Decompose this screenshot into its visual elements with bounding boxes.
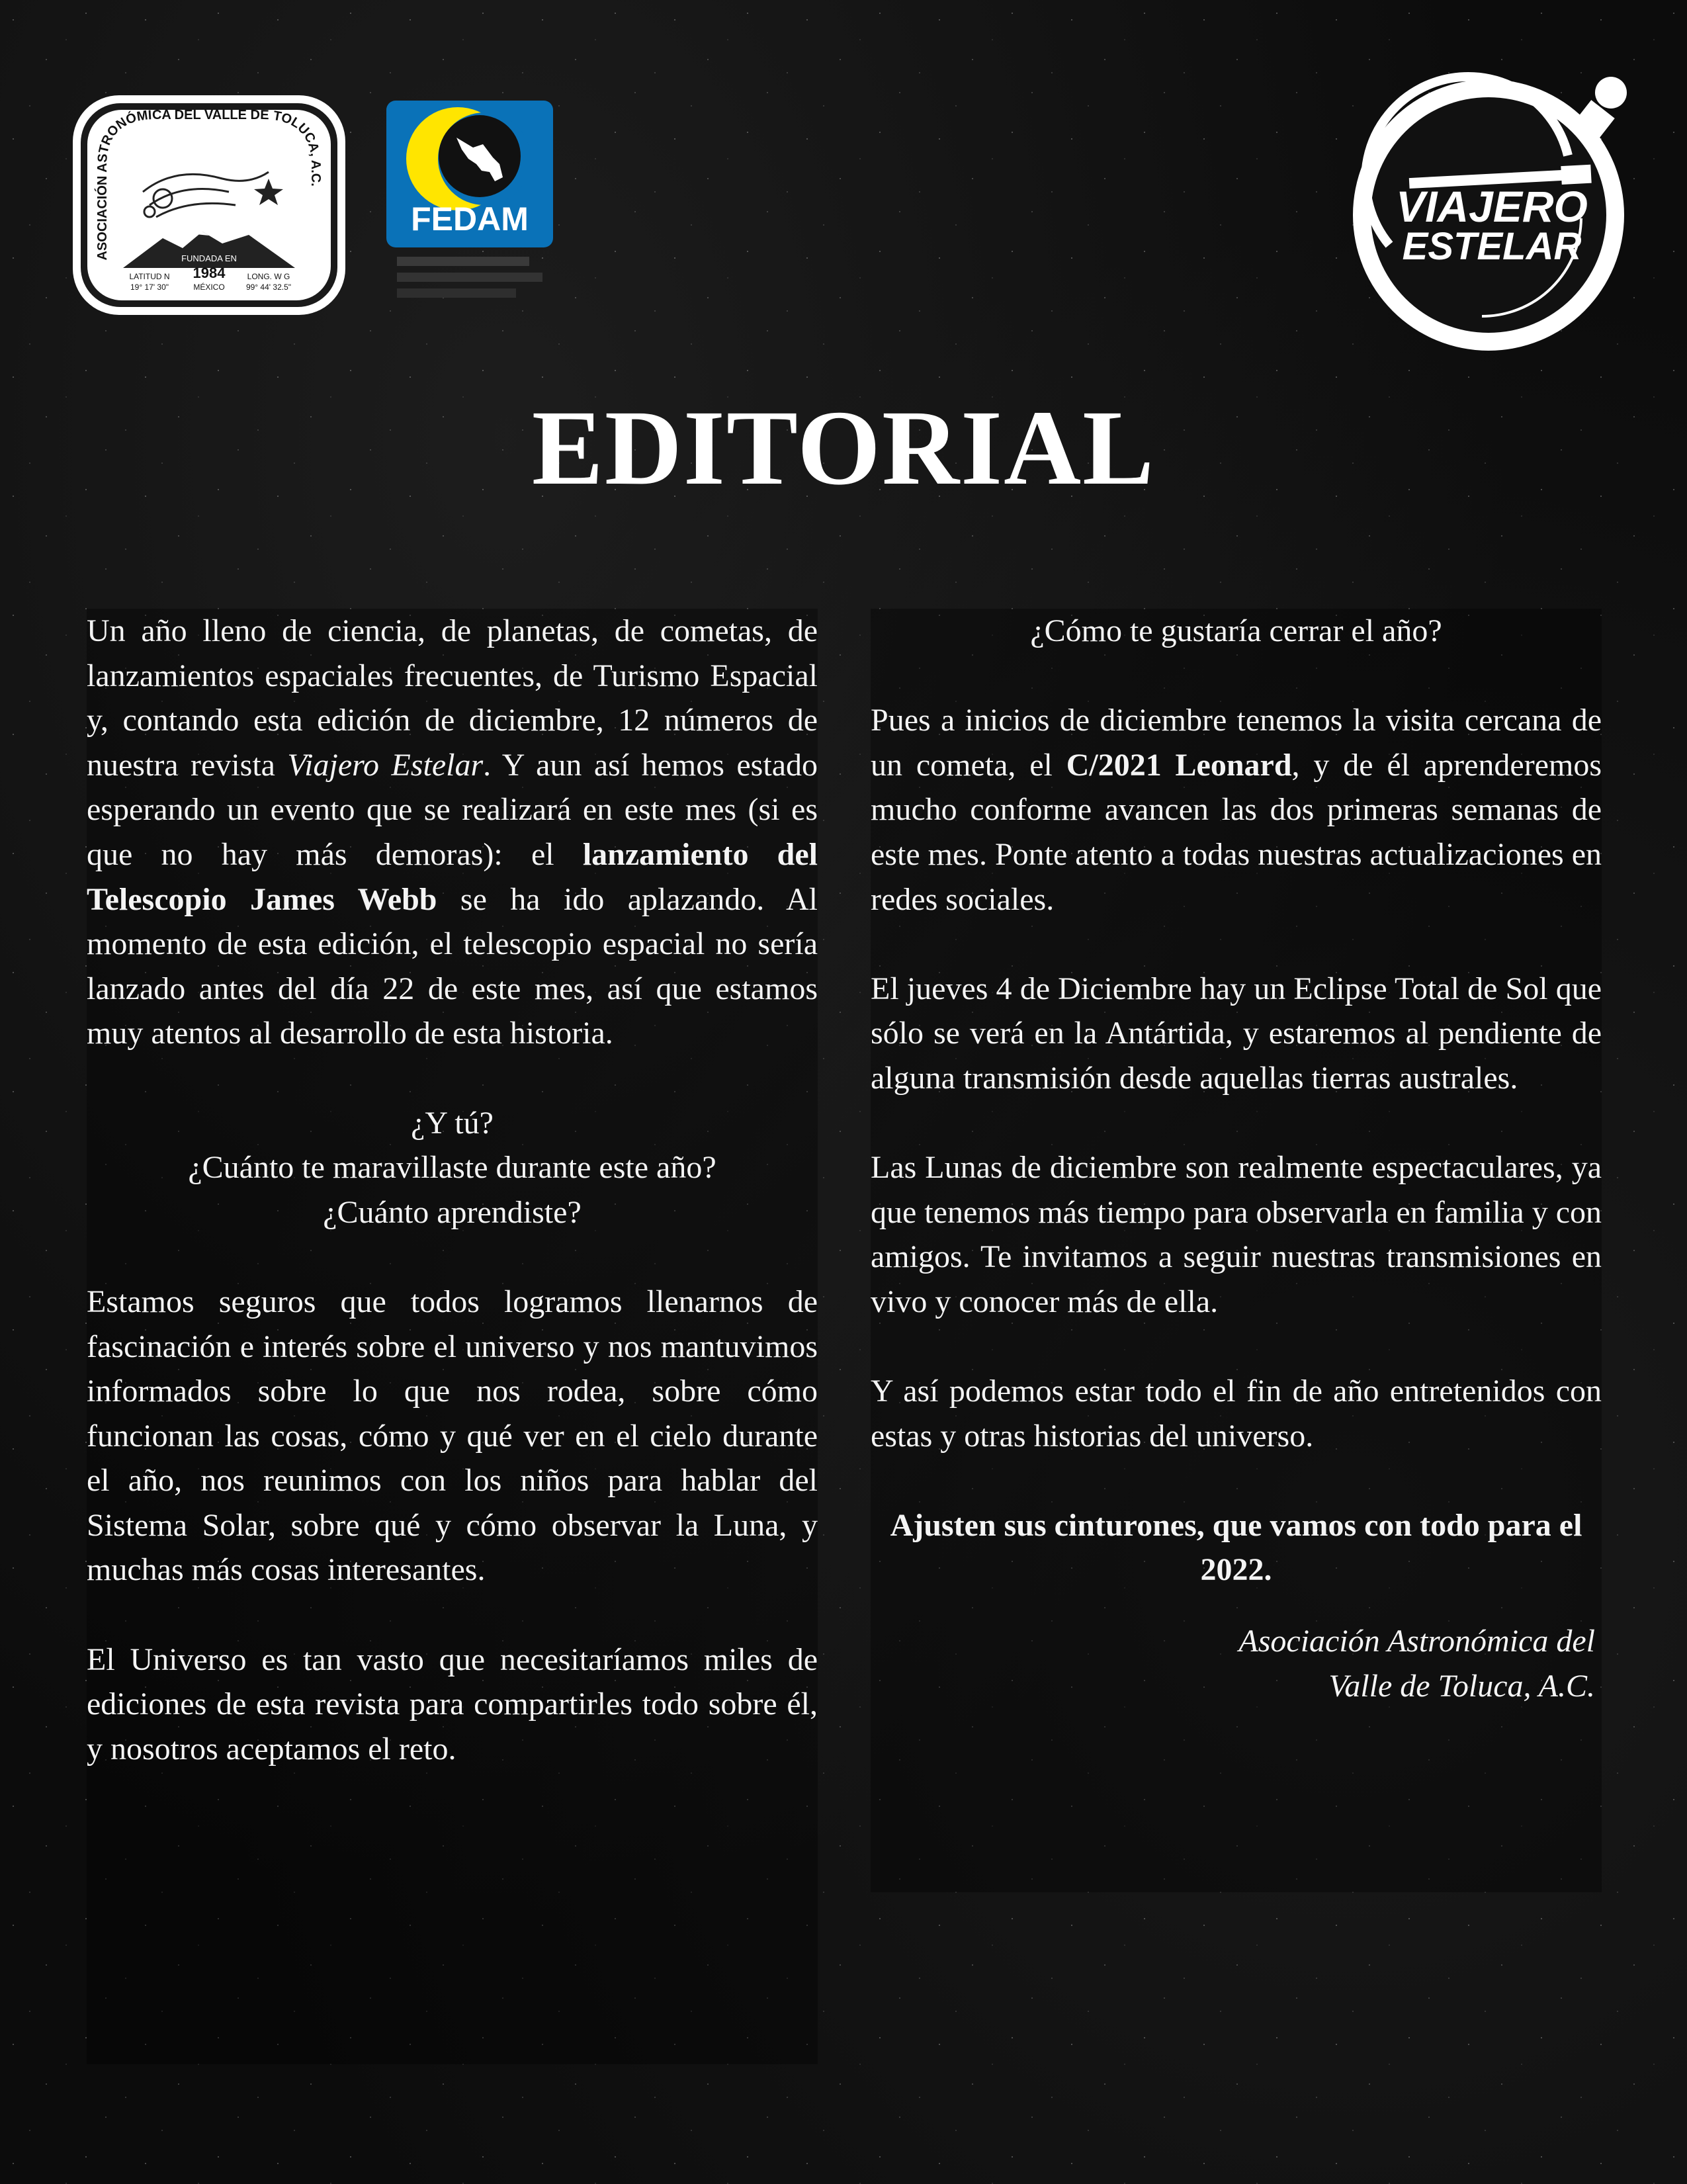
- avt-country: MÉXICO: [193, 283, 225, 292]
- eclipse-paragraph: El jueves 4 de Diciembre hay un Eclipse Total de Sol que sólo se verá en la Antártida, y estaremos al pendiente de alguna transmisión desde aquellas tierras australes.: [871, 971, 1602, 1096]
- closing-statement: Ajusten sus cinturones, que vamos con todo para el 2022.: [890, 1507, 1582, 1588]
- question-2: ¿Cuánto te maravillaste durante este año?: [188, 1150, 716, 1186]
- intro-text-a: Un año lleno de ciencia, de planetas, de cometas, de lanzamientos espaciales frecuentes, de Turismo Espacial y, contando esta edición de diciembre, 12 números de nuestra revista: [87, 613, 818, 783]
- avt-year: 1984: [193, 265, 226, 281]
- viajero-estelar-logo: [1350, 66, 1641, 357]
- jwst-launch-highlight: lanzamiento del Telescopio James Webb: [87, 836, 818, 917]
- fedam-name: FEDAM: [411, 200, 529, 238]
- question-1: ¿Y tú?: [411, 1105, 494, 1141]
- intro-text-c: . Y aun así hemos estado esperando un evento que se realizará en este mes (si es que no hay más demoras): el: [87, 747, 818, 872]
- avt-lon-value: 99° 44' 32.5": [245, 283, 292, 292]
- viajero-line2: ESTELAR: [1402, 225, 1582, 268]
- avt-lat-value: 19° 17' 30": [130, 283, 169, 292]
- comet-text-a: Pues a inicios de diciembre tenemos la visita cercana de un cometa, el: [871, 703, 1602, 783]
- avt-ring-text: ASOCIACIÓN ASTRONÓMICA DEL VALLE DE TOLUCA, A.C.: [95, 107, 324, 261]
- comet-paragraph: [871, 698, 1602, 922]
- closing-question: ¿Cómo te gustaría cerrar el año?: [1030, 613, 1442, 648]
- moons-paragraph: Las Lunas de diciembre son realmente espectaculares, ya que tenemos más tiempo para observarla en familia y con amigos. Te invitamos a seguir nuestras transmisiones en vivo y conocer más de ella.: [871, 1150, 1602, 1319]
- intro-text-e: se ha ido aplazando. Al momento de esta edición, el telescopio espacial no sería lanzado antes del día 22 de este mes, así que estamos muy atentos al desarrollo de esta historia.: [87, 881, 818, 1051]
- signature: [871, 1619, 1602, 1708]
- universe-paragraph: El Universo es tan vasto que necesitaríamos miles de ediciones de esta revista para compartirles todo sobre él, y nosotros aceptamos el reto.: [87, 1641, 818, 1767]
- questions-block: [87, 1101, 818, 1235]
- intro-paragraph: [87, 609, 818, 1056]
- avt-founded: FUNDADA EN: [181, 253, 237, 263]
- comet-text-c: , y de él aprenderemos mucho conforme avancen las dos primeras semanas de este mes. Ponte atento a todas nuestras actualizaciones en redes sociales.: [871, 747, 1602, 917]
- comet-name: C/2021 Leonard: [1066, 747, 1292, 783]
- fedam-logo: [384, 98, 556, 316]
- avt-lon-label: LONG. W G: [247, 272, 290, 281]
- viajero-line1: VIAJERO: [1396, 182, 1588, 231]
- left-column: [87, 609, 818, 2064]
- avt-logo: [70, 93, 348, 318]
- magazine-name: Viajero Estelar: [287, 747, 484, 783]
- question-3: ¿Cuánto aprendiste?: [323, 1194, 582, 1230]
- page-title: EDITORIAL: [531, 389, 1156, 507]
- fascination-paragraph: Estamos seguros que todos logramos llenarnos de fascinación e interés sobre el universo y nos mantuvimos informados sobre lo que nos rodea, sobre cómo funcionan las cosas, cómo y qué ver en el cielo durante el año, nos reunimos con los niños para hablar del Sistema Solar, sobre qué y cómo observar la Luna, y muchas más cosas interesantes.: [87, 1284, 818, 1588]
- right-column: [871, 609, 1602, 1892]
- signature-line-1: Asociación Astronómica del: [1238, 1624, 1595, 1659]
- signature-line-2: Valle de Toluca, A.C.: [1328, 1668, 1595, 1704]
- year-end-paragraph: Y así podemos estar todo el fin de año entretenidos con estas y otras historias del universo.: [871, 1374, 1602, 1454]
- avt-lat-label: LATITUD N: [129, 272, 170, 281]
